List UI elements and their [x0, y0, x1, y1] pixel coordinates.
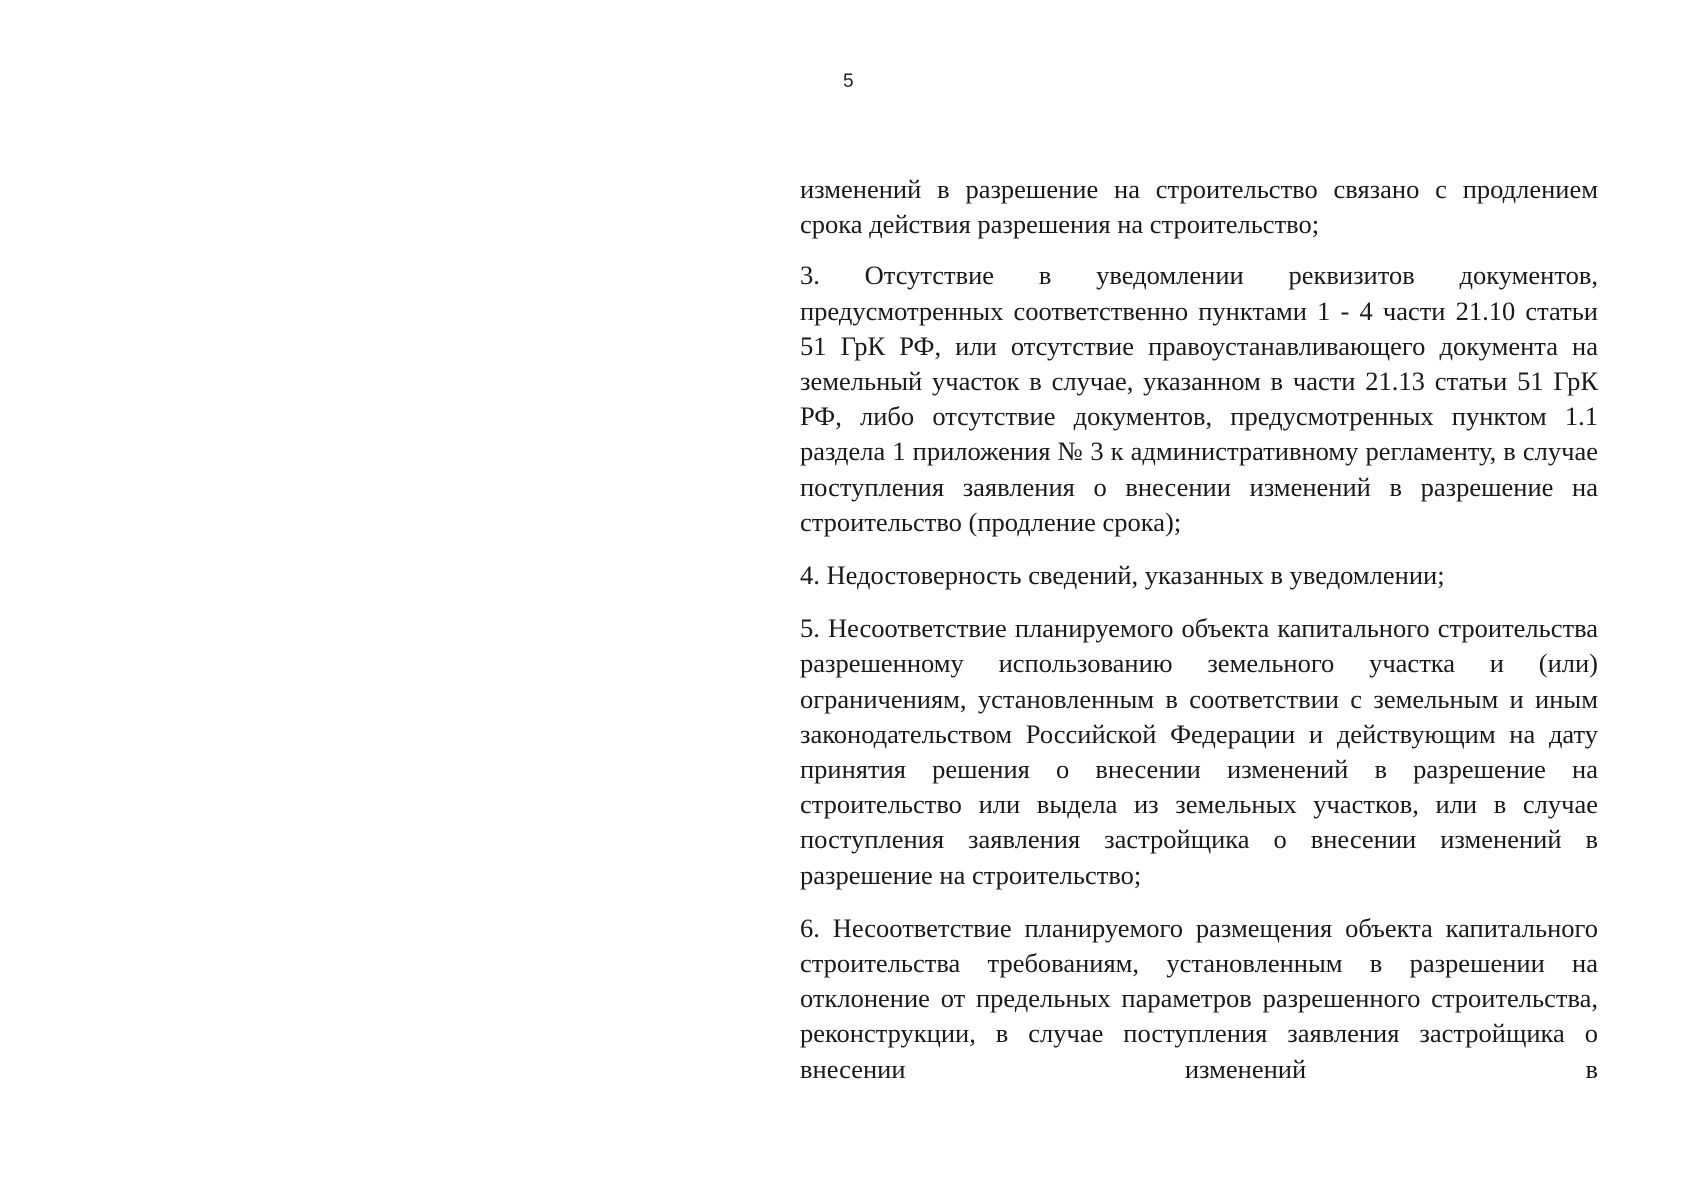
paragraph-item-4: 4. Недостоверность сведений, указанных в уведомлении; [800, 560, 1445, 591]
paragraph-item-6: 6. Несоответствие планируемого размещения объекта капитального строительства требованиям, установленным в разрешении на отклонение от предельных параметров разрешенного строительства, реконструкции, в случае поступления заявления застройщика о внесении изменений в [800, 912, 1598, 1084]
page-number: 5 [843, 71, 854, 92]
paragraph-continuation: изменений в разрешение на строительство связано с продлением срока действия разрешения на строительство; [800, 174, 1598, 240]
document-body [800, 172, 1598, 1087]
paragraph-item-5: 5. Несоответствие планируемого объекта капитального строительства разрешенному использованию земельного участка и (или) ограничениям, установленным в соответствии с земельным и иным законодательством Российской Федерации и действующим на дату принятия решения о внесении изменений в разрешение на строительство или выдела из земельных участков, или в случае поступления заявления застройщика о внесении изменений в разрешение на строительство; [800, 613, 1598, 890]
paragraph-item-3: 3. Отсутствие в уведомлении реквизитов документов, предусмотренных соответственно пунктами 1 - 4 части 21.10 статьи 51 ГрК РФ, или отсутствие правоустанавливающего документа на земельный участок в случае, указанном в части 21.13 статьи 51 ГрК РФ, либо отсутствие документов, предусмотренных пунктом 1.1 раздела 1 приложения № 3 к административному регламенту, в случае поступления заявления о внесении изменений в разрешение на строительство (продление срока); [800, 260, 1598, 537]
